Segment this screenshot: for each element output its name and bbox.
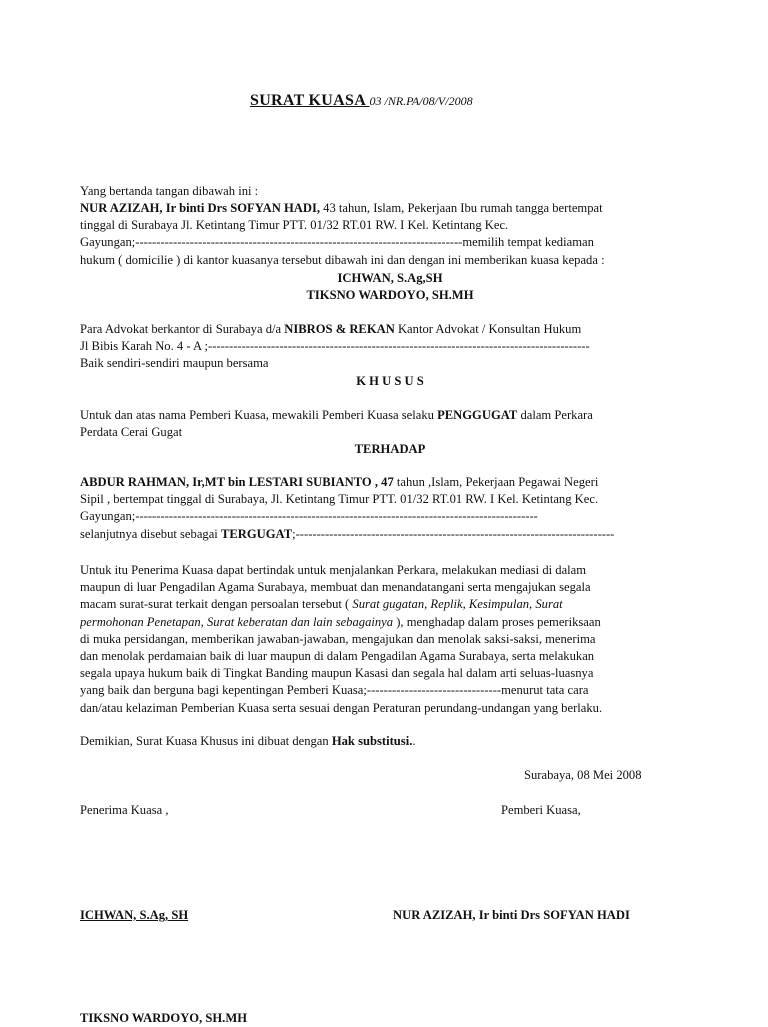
plaintiff-label: PENGGUGAT (437, 408, 518, 422)
office-line-1 (80, 321, 700, 338)
substitution-right: Hak substitusi. (331, 734, 413, 748)
receiver-name-2 (80, 1010, 330, 1027)
attorney-name-2: TIKSNO WARDOYO, SH.MH (306, 288, 474, 303)
attorney-name-1: ICHWAN, S.Ag,SH (337, 271, 443, 285)
giver-name (393, 907, 700, 924)
powers-line-1: Untuk itu Penerima Kuasa dapat bertindak untuk menjalankan Perkara, melakukan mediasi di dalam (80, 563, 587, 577)
intro-line: Yang bertanda tangan dibawah ini : (80, 184, 259, 198)
grantor-paragraph (80, 200, 700, 269)
powers-line-3-pre: macam surat-surat terkait dengan persoalan tersebut ( (80, 597, 353, 612)
defendant-line-4-pre: selanjutnya disebut sebagai (80, 526, 221, 541)
grantor-line-2: tinggal di Surabaya Jl. Ketintang Timur PTT. 01/32 RT.01 RW. I Kel. Ketintang Kec. (80, 218, 509, 233)
behalf-line-1-pre: Untuk dan atas nama Pemberi Kuasa, mewakili Pemberi Kuasa selaku (80, 408, 438, 422)
giver-name-text: NUR AZIZAH, Ir binti Drs SOFYAN HADI (393, 908, 630, 922)
powers-line-8: yang baik dan berguna bagi kepentingan Pemberi Kuasa;--------------------------------menurut tata cara (80, 683, 589, 698)
receiver-name-1-text: ICHWAN, S.Ag, SH (80, 908, 189, 922)
grantor-line-1-text: 43 tahun, Islam, Pekerjaan Ibu rumah tangga bertempat (320, 201, 603, 215)
powers-line-9: dan/atau kelaziman Pemberian Kuasa serta sesuai dengan Peraturan perundang-undangan yang berlaku. (80, 700, 603, 715)
defendant-line-4 (80, 526, 700, 543)
powers-line-4-post: ), menghadap dalam proses pemeriksaan (393, 614, 601, 629)
office-line-3: Baik sendiri-sendiri maupun bersama (80, 356, 269, 371)
powers-line-3-italic: Surat gugatan, Replik, Kesimpulan, Surat (352, 597, 563, 612)
place-date: Surabaya, 08 Mei 2008 (524, 768, 642, 782)
khusus-text: K H U S U S (356, 374, 424, 388)
powers-line-4-italic: permohonan Penetapan, Surat keberatan dan lain sebagainya (80, 614, 394, 629)
closing-line (80, 733, 700, 750)
title-number: 03 /NR.PA/08/V/2008 (369, 94, 473, 108)
powers-line-2: maupun di luar Pengadilan Agama Surabaya, membuat dan menandatangani serta mengajukan segala (80, 580, 591, 595)
powers-paragraph (80, 562, 700, 717)
defendant-paragraph (80, 474, 700, 543)
behalf-line-1 (80, 407, 700, 424)
behalf-line-2: Perdata Cerai Gugat (80, 425, 183, 440)
grantor-line-1 (80, 200, 700, 217)
behalf-paragraph (80, 407, 700, 441)
powers-line-7: segala upaya hukum baik di Tingkat Banding maupun Kasasi dan segala hal dalam arti seluas-luasnya (80, 666, 594, 681)
defendant-name: ABDUR RAHMAN, Ir,MT bin LESTARI SUBIANTO , 47 (80, 475, 394, 489)
closing-pre: Demikian, Surat Kuasa Khusus ini dibuat dengan (80, 734, 332, 748)
document-title (250, 92, 690, 110)
closing-post: . (412, 734, 416, 748)
receiver-name-2-text: TIKSNO WARDOYO, SH.MH (80, 1011, 248, 1025)
grantor-name: NUR AZIZAH, Ir binti Drs SOFYAN HADI, (80, 201, 321, 215)
behalf-line-1-post: dalam Perkara (517, 408, 593, 422)
office-paragraph (80, 321, 700, 373)
defendant-label: TERGUGAT (220, 526, 293, 541)
powers-line-6: dan menolak perdamaian baik di luar maupun di dalam Pengadilan Agama Surabaya, serta melakukan (80, 649, 595, 664)
grantor-line-4: hukum ( domicilie ) di kantor kuasanya tersebut dibawah ini dan dengan ini memberikan kuasa kepada : (80, 252, 605, 267)
grantor-line-3: Gayungan;------------------------------------------------------------------------------memilih tempat kediaman (80, 235, 594, 250)
terhadap-text: TERHADAP (354, 442, 426, 456)
receiver-name-1 (80, 907, 330, 924)
defendant-line-2: Sipil , bertempat tinggal di Surabaya, Jl. Ketintang Timur PTT. 01/32 RT.01 RW. I Kel. Ketintang Kec. (80, 492, 599, 507)
khusus-heading (80, 373, 700, 390)
defendant-line-1 (80, 474, 700, 491)
attorneys-block (80, 270, 700, 304)
powers-line-4 (80, 614, 700, 631)
receiver-label: Penerima Kuasa , (80, 803, 169, 817)
powers-line-5: di muka persidangan, memberikan jawaban-jawaban, mengajukan dan menolak saksi-saksi, menerima (80, 631, 596, 646)
office-line-2: Jl Bibis Karah No. 4 - A ;------------------------------------------------------------------------------------------- (80, 339, 590, 354)
office-line-1-post: Kantor Advokat / Konsultan Hukum (394, 322, 582, 336)
giver-label: Pemberi Kuasa, (501, 803, 581, 817)
powers-line-3 (80, 596, 700, 613)
law-firm-name: NIBROS & REKAN (284, 322, 395, 336)
title-main: SURAT KUASA (250, 92, 370, 109)
office-line-1-pre: Para Advokat berkantor di Surabaya d/a (80, 322, 285, 336)
defendant-line-1-text: tahun ,Islam, Pekerjaan Pegawai Negeri (393, 475, 599, 489)
defendant-line-3: Gayungan;------------------------------------------------------------------------------------------------ (80, 509, 538, 524)
defendant-line-4-post: ;---------------------------------------------------------------------------- (292, 526, 615, 541)
terhadap-heading (80, 441, 700, 458)
